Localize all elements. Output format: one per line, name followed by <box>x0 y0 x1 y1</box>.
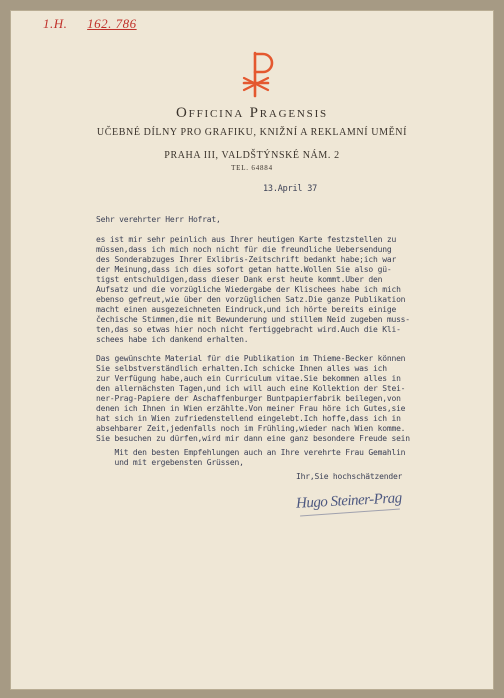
organization-subtitle: UČEBNÉ DÍLNY PRO GRAFIKU, KNIŽNÍ A REKLAMNÍ UMĚNÍ <box>96 127 408 138</box>
chi-rho-monogram-icon <box>237 50 281 98</box>
letter-date: 13.April 37 <box>263 184 318 194</box>
letter-salutation: Sehr verehrter Herr Hofrat, <box>96 215 221 224</box>
archive-note-number: 162. 786 <box>87 16 137 31</box>
archive-note-code: 1.H. <box>43 16 68 31</box>
letter-paragraph-1: es ist mir sehr peinlich aus Ihrer heutigen Karte festzstellen zu müssen,dass ich mich noch nicht für die freundliche Uebersendung des Sonderabzuges Ihrer Exlibris-Zeitschrift bedankt habe;ich war der Meinung,dass ich dies sofort getan hatte.Wollen Sie also gü- tigst entschuldigen,dass dieser Dank erst heute kommt.Uber den Aufsatz und die vorzügliche Wiedergabe der Klischees habe ich mich ebenso gefreut,wie über den vorzüglichen Satz.Die ganze Publikation macht einen ausgezeichneten Eindruck,und ich hörte bereits einige čechische Stimmen,die mit Bewunderung und stillem Neid zugeben muss- ten,das so etwas hier noch nicht fertiggebracht wird.Auch die Kli- schees habe ich dankend erhalten. <box>96 235 410 345</box>
letter-paragraph-3: Mit den besten Empfehlungen auch an Ihre verehrte Frau Gemahlin und mit ergebensten Grüssen, <box>114 448 406 468</box>
organization-telephone: TEL. 64884 <box>231 164 273 172</box>
letter-paragraph-2: Das gewünschte Material für die Publikation im Thieme-Becker können Sie selbstverständlich erhalten.Ich schicke Ihnen alles was ich zur Verfügung habe,auch ein Curriculum vitae.Sie bekommen alles in den allernächsten Tagen,und ich will auch eine Kollektion der Stei- ner-Prag-Papiere der Aschaffenburger Buntpapierfabrik beilegen,von denen ich Ihnen in Wien erzählte.Von meiner Frau höre ich Gutes,sie hat sich in Wien zufriedenstellend eingelebt.Ich hoffe,dass ich in absehbarer Zeit,jedenfalls noch im Frühling,wieder nach Wien komme. Sie besuchen zu dürfen,wird mir dann eine ganz besondere Freude sein <box>96 354 410 444</box>
letter-closing: Ihr,Sie hochschätzender <box>296 472 403 481</box>
archive-note <box>43 16 137 32</box>
organization-address: PRAHA III, VALDŠTÝNSKÉ NÁM. 2 <box>164 150 340 161</box>
organization-name: Officina Pragensis <box>176 105 328 121</box>
handwritten-signature: Hugo Steiner-Prag <box>295 490 403 512</box>
letter-page <box>10 10 494 690</box>
